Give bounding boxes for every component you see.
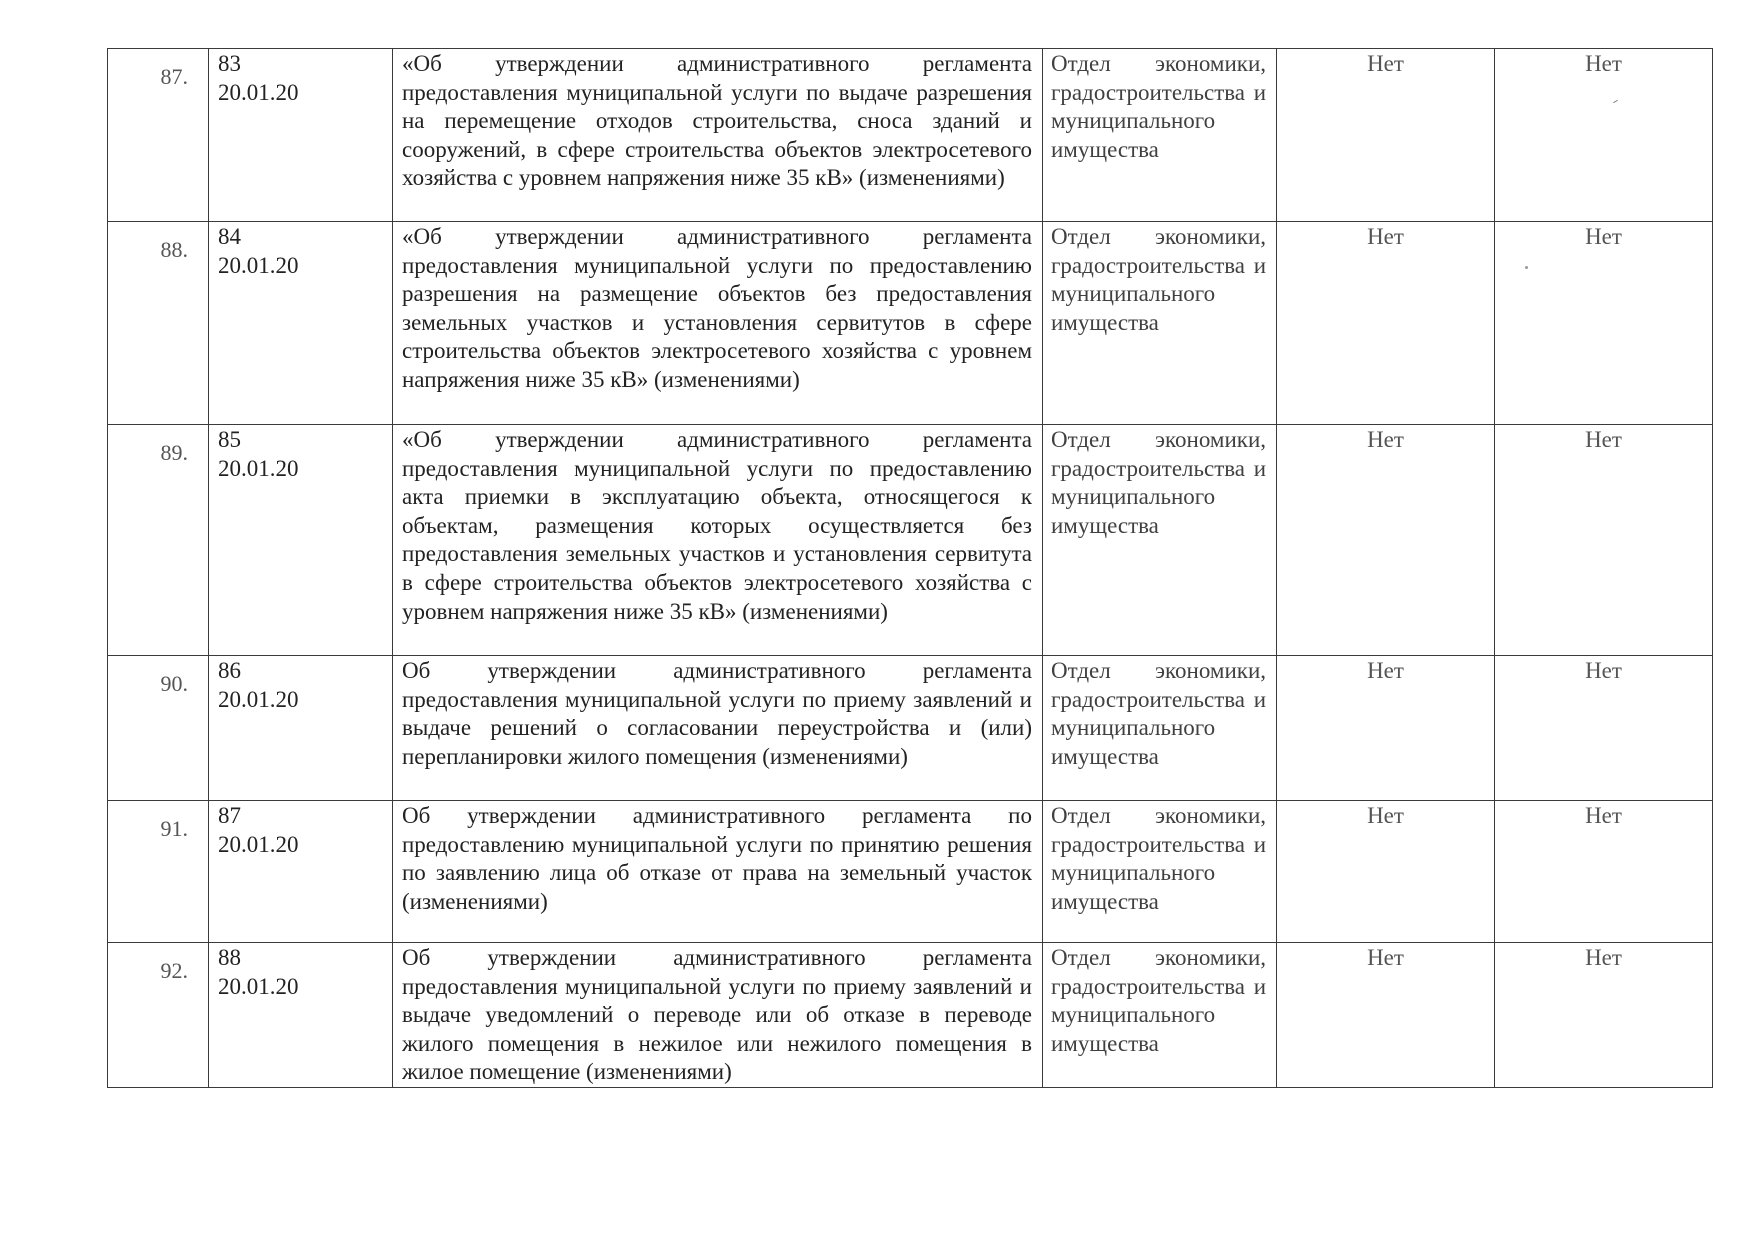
document-title: Об утверждении административного регламента предоставления муниципальной услуги по приему заявлений и выдаче уведомлений о переводе или об отказе в переводе жилого помещения в нежилое или нежилого помещения в жилое помещение (изменениями): [393, 943, 1043, 1088]
document-date: 20.01.20: [218, 831, 299, 857]
flag-column-5: Нет: [1277, 943, 1495, 1088]
document-number: 85: [218, 427, 241, 452]
flag-column-5: Нет: [1277, 801, 1495, 943]
document-number: 83: [218, 51, 241, 76]
document-title: Об утверждении административного регламента по предоставлению муниципальной услуги по принятию решения по заявлению лица об отказе от права на земельный участок (изменениями): [393, 801, 1043, 943]
flag-column-5: Нет: [1277, 49, 1495, 222]
document-ref: [209, 801, 393, 943]
document-title: «Об утверждении административного регламента предоставления муниципальной услуги по предоставлению разрешения на размещение объектов без предоставления земельных участков и установления сервитутов в сфере строительства объектов электросетевого хозяйства с уровнем напряжения ниже 35 кВ» (изменениями): [393, 222, 1043, 425]
row-number: 90.: [108, 656, 209, 801]
row-number: 92.: [108, 943, 209, 1088]
document-ref: [209, 49, 393, 222]
document-date: 20.01.20: [218, 973, 299, 999]
document-title: Об утверждении административного регламента предоставления муниципальной услуги по приему заявлений и выдаче решений о согласовании переустройства и (или) перепланировки жилого помещения (изменениями): [393, 656, 1043, 801]
document-ref: [209, 943, 393, 1088]
document-title: «Об утверждении административного регламента предоставления муниципальной услуги по выдаче разрешения на перемещение отходов строительства, сноса зданий и сооружений, в сфере строительства объектов электросетевого хозяйства с уровнем напряжения ниже 35 кВ» (изменениями): [393, 49, 1043, 222]
table-row: [108, 425, 1713, 656]
document-ref: [209, 425, 393, 656]
responsible-department: Отдел экономики, градостроительства и муниципального имущества: [1043, 943, 1277, 1088]
flag-column-5: Нет: [1277, 222, 1495, 425]
flag-column-5: Нет: [1277, 656, 1495, 801]
row-number: 88.: [108, 222, 209, 425]
table-row: [108, 222, 1713, 425]
flag-column-6: Нет: [1495, 801, 1713, 943]
responsible-department: Отдел экономики, градостроительства и муниципального имущества: [1043, 656, 1277, 801]
document-title: «Об утверждении административного регламента предоставления муниципальной услуги по предоставлению акта приемки в эксплуатацию объекта, относящегося к объектам, размещения которых осуществляется без предоставления земельных участков и установления сервитута в сфере строительства объектов электросетевого хозяйства с уровнем напряжения ниже 35 кВ» (изменениями): [393, 425, 1043, 656]
document-number: 87: [218, 803, 241, 828]
flag-column-6: Нет: [1495, 425, 1713, 656]
document-date: 20.01.20: [218, 79, 299, 105]
table-row: [108, 49, 1713, 222]
document-ref: [209, 222, 393, 425]
document-number: 84: [218, 224, 241, 249]
registry-sheet: [107, 48, 1712, 1088]
responsible-department: Отдел экономики, градостроительства и муниципального имущества: [1043, 801, 1277, 943]
document-date: 20.01.20: [218, 455, 299, 481]
document-number: 88: [218, 945, 241, 970]
responsible-department: Отдел экономики, градостроительства и муниципального имущества: [1043, 49, 1277, 222]
flag-column-6: Нет: [1495, 49, 1713, 222]
flag-column-6: Нет: [1495, 222, 1713, 425]
row-number: 89.: [108, 425, 209, 656]
registry-table: [107, 48, 1713, 1088]
document-date: 20.01.20: [218, 252, 299, 278]
flag-column-6: Нет: [1495, 943, 1713, 1088]
table-row: [108, 943, 1713, 1088]
row-number: 91.: [108, 801, 209, 943]
flag-column-5: Нет: [1277, 425, 1495, 656]
responsible-department: Отдел экономики, градостроительства и муниципального имущества: [1043, 425, 1277, 656]
scan-speck: [1525, 266, 1528, 269]
row-number: 87.: [108, 49, 209, 222]
responsible-department: Отдел экономики, градостроительства и муниципального имущества: [1043, 222, 1277, 425]
document-ref: [209, 656, 393, 801]
flag-column-6: Нет: [1495, 656, 1713, 801]
document-date: 20.01.20: [218, 686, 299, 712]
document-number: 86: [218, 658, 241, 683]
table-row: [108, 801, 1713, 943]
table-row: [108, 656, 1713, 801]
